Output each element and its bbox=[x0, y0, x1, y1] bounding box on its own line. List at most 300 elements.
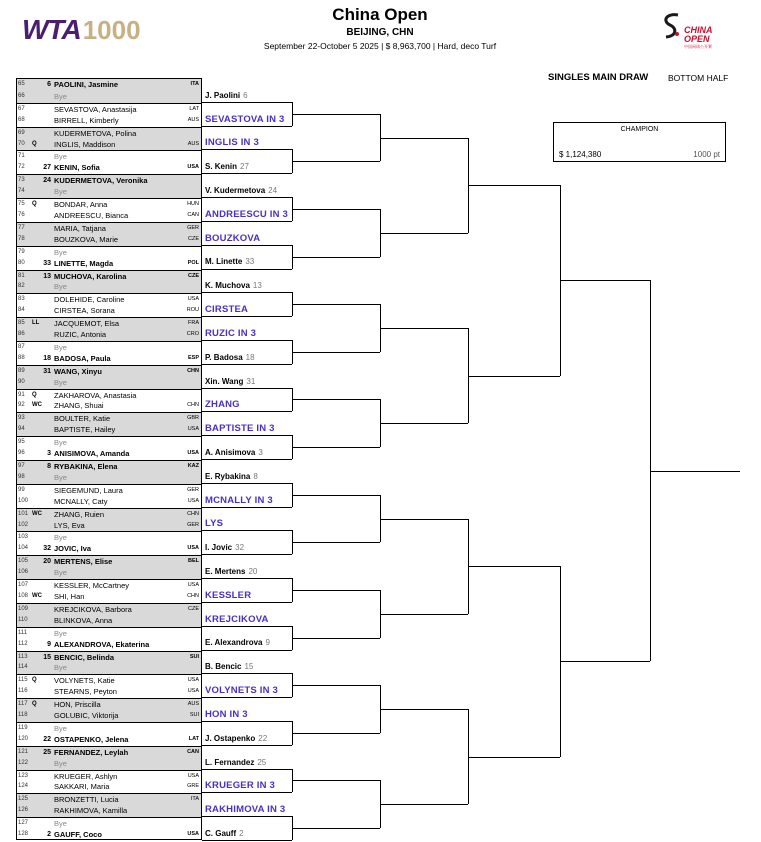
player-name: BENCIC, Belinda bbox=[54, 652, 115, 662]
draw-line-number: 126 bbox=[18, 807, 29, 814]
bracket-line bbox=[292, 161, 380, 162]
nationality: GER bbox=[187, 521, 199, 528]
seed-number: 20 bbox=[43, 558, 51, 566]
first-round-draw bbox=[16, 78, 202, 840]
draw-line-number: 104 bbox=[18, 545, 29, 552]
round2-slot bbox=[202, 340, 292, 364]
round2-slot bbox=[202, 269, 292, 293]
draw-line-number: 81 bbox=[18, 272, 25, 279]
round2-slot bbox=[202, 149, 292, 173]
player-name: MCNALLY, Caty bbox=[54, 496, 108, 506]
entry-status: Q bbox=[32, 391, 37, 398]
draw-line bbox=[17, 734, 201, 746]
draw-line-number: 83 bbox=[18, 296, 25, 303]
round2-result bbox=[205, 518, 223, 529]
draw-line bbox=[17, 400, 201, 412]
round2-name: INGLIS IN 3 bbox=[205, 137, 259, 149]
draw-line bbox=[17, 472, 201, 484]
player-name: ZAKHAROVA, Anastasia bbox=[54, 390, 137, 400]
seed-number: 13 bbox=[43, 272, 51, 280]
bracket-line bbox=[650, 471, 740, 472]
player-name: KESSLER, McCartney bbox=[54, 581, 130, 591]
round2-slot bbox=[202, 602, 292, 626]
draw-line bbox=[17, 674, 201, 686]
draw-line bbox=[17, 258, 201, 270]
bracket-line bbox=[292, 257, 380, 258]
draw-line-number: 101 bbox=[18, 510, 29, 517]
bracket-line bbox=[292, 828, 380, 829]
round2-slot bbox=[202, 364, 292, 388]
bracket-line bbox=[380, 328, 468, 329]
round2-name: ZHANG bbox=[205, 399, 240, 411]
round2-name: KESSLER bbox=[205, 589, 252, 601]
draw-line bbox=[17, 210, 201, 222]
draw-line bbox=[17, 139, 201, 151]
round2-player bbox=[205, 377, 255, 386]
draw-line bbox=[17, 341, 201, 353]
player-name: Bye bbox=[54, 568, 67, 578]
nationality: GER bbox=[187, 224, 199, 231]
player-name: Bye bbox=[54, 342, 67, 352]
player-name: Bye bbox=[54, 282, 67, 292]
seed-number: 6 bbox=[47, 81, 51, 88]
nationality: ROU bbox=[186, 307, 199, 314]
draw-line bbox=[17, 639, 201, 651]
draw-line-number: 95 bbox=[18, 439, 25, 446]
draw-line-number: 122 bbox=[18, 759, 29, 766]
draw-line bbox=[17, 353, 201, 365]
draw-line bbox=[17, 162, 201, 174]
entry-status: Q bbox=[32, 140, 37, 147]
nationality: FRA bbox=[188, 320, 199, 327]
player-name: SIEGEMUND, Laura bbox=[54, 485, 123, 495]
draw-line bbox=[17, 317, 201, 329]
round2-player bbox=[205, 448, 263, 457]
draw-line-number: 121 bbox=[18, 748, 29, 755]
round2-slot bbox=[202, 530, 292, 554]
round2-slot bbox=[202, 792, 292, 816]
round2-seed: 2 bbox=[239, 828, 244, 838]
bracket-line bbox=[380, 138, 468, 139]
draw-line bbox=[17, 543, 201, 555]
round2-name: RAKHIMOVA IN 3 bbox=[205, 804, 286, 816]
round2-result bbox=[205, 614, 269, 625]
draw-line-number: 76 bbox=[18, 211, 25, 218]
draw-line-number: 98 bbox=[18, 473, 25, 480]
round2-name: HON IN 3 bbox=[205, 708, 248, 720]
round2-seed: 6 bbox=[243, 90, 248, 100]
round2-slot bbox=[202, 578, 292, 602]
draw-line bbox=[17, 270, 201, 282]
round2-seed: 13 bbox=[252, 281, 262, 291]
player-name: BAPTISTE, Hailey bbox=[54, 425, 116, 435]
draw-line-number: 87 bbox=[18, 343, 25, 350]
player-name: RYBAKINA, Elena bbox=[54, 462, 118, 471]
seed-number: 8 bbox=[47, 463, 51, 470]
round2-slot bbox=[202, 78, 292, 102]
china-open-logo-line2: OPEN bbox=[684, 34, 710, 44]
round2-player bbox=[205, 638, 270, 647]
draw-line-number: 103 bbox=[18, 534, 29, 541]
draw-line-number: 79 bbox=[18, 248, 25, 255]
bracket-line bbox=[560, 280, 650, 281]
round2-seed: 3 bbox=[258, 447, 263, 457]
bracket-line bbox=[292, 352, 380, 353]
draw-line bbox=[17, 555, 201, 567]
round2-seed: 9 bbox=[265, 638, 270, 648]
round2-seed: 15 bbox=[244, 662, 254, 672]
player-name: SAKKARI, Maria bbox=[54, 782, 110, 792]
round2-name: S. Kenin bbox=[205, 162, 238, 172]
bracket-line bbox=[292, 780, 380, 781]
draw-line-number: 117 bbox=[18, 701, 28, 708]
player-name: Bye bbox=[54, 377, 67, 387]
round2-slot bbox=[202, 554, 292, 578]
round2-result bbox=[205, 114, 285, 125]
player-name: MARIA, Tatjana bbox=[54, 223, 106, 233]
draw-line bbox=[17, 531, 201, 543]
nationality: AUS bbox=[187, 140, 199, 147]
bracket-line bbox=[560, 661, 650, 662]
draw-line bbox=[17, 781, 201, 793]
round2-slot bbox=[202, 316, 292, 340]
player-name: KENIN, Sofia bbox=[54, 163, 100, 173]
draw-line-number: 68 bbox=[18, 116, 25, 123]
draw-line-number: 96 bbox=[18, 450, 25, 457]
round2-player bbox=[205, 353, 255, 362]
bracket-line bbox=[380, 423, 468, 424]
player-name: Bye bbox=[54, 758, 67, 768]
draw-line bbox=[17, 281, 201, 293]
nationality: GER bbox=[187, 486, 199, 493]
nationality: USA bbox=[187, 296, 199, 303]
round2-result bbox=[205, 328, 256, 339]
nationality: ITA bbox=[190, 81, 199, 87]
round2-result bbox=[205, 137, 259, 148]
nationality: USA bbox=[187, 772, 199, 779]
draw-line-number: 86 bbox=[18, 331, 25, 338]
draw-line bbox=[17, 91, 201, 103]
nationality: KAZ bbox=[187, 463, 199, 469]
draw-line-number: 125 bbox=[18, 796, 29, 803]
draw-line-number: 105 bbox=[18, 558, 29, 565]
draw-line-number: 99 bbox=[18, 486, 25, 493]
draw-line bbox=[17, 508, 201, 520]
round2-slot bbox=[202, 411, 292, 435]
champion-points: 1000 pt bbox=[693, 150, 720, 159]
draw-line-number: 115 bbox=[18, 677, 28, 684]
player-name: Bye bbox=[54, 533, 67, 543]
player-name: KUDERMETOVA, Veronika bbox=[54, 176, 148, 186]
round2-name: B. Bencic bbox=[205, 662, 242, 672]
china-open-logo bbox=[660, 12, 720, 48]
player-name: BADOSA, Paula bbox=[54, 353, 111, 363]
round2-seed: 25 bbox=[257, 757, 267, 767]
player-name: BOUZKOVA, Marie bbox=[54, 234, 119, 244]
draw-line bbox=[17, 615, 201, 627]
draw-line bbox=[17, 174, 201, 186]
round2-player bbox=[205, 567, 257, 576]
draw-line-number: 89 bbox=[18, 367, 25, 374]
round2-result bbox=[205, 495, 273, 506]
round2-seed: 22 bbox=[258, 733, 268, 743]
round2-name: ANDREESCU IN 3 bbox=[205, 208, 289, 220]
player-name: BIRRELL, Kimberly bbox=[54, 115, 119, 125]
round2-slot bbox=[202, 292, 292, 316]
round2-slot bbox=[202, 626, 292, 650]
player-name: JOVIC, Iva bbox=[54, 544, 92, 554]
player-name: DOLEHIDE, Caroline bbox=[54, 295, 125, 305]
round2-slot bbox=[202, 221, 292, 245]
draw-line-number: 92 bbox=[18, 402, 25, 409]
round2-name: SEVASTOVA IN 3 bbox=[205, 113, 285, 125]
round2-result bbox=[205, 233, 260, 244]
round2-slot bbox=[202, 173, 292, 197]
entry-status: WC bbox=[32, 592, 42, 599]
draw-line-number: 97 bbox=[18, 463, 25, 469]
round2-name: E. Rybakina bbox=[205, 471, 251, 481]
draw-line bbox=[17, 246, 201, 258]
seed-number: 24 bbox=[43, 177, 51, 185]
player-name: GOLUBIC, Viktorija bbox=[54, 711, 119, 721]
draw-line bbox=[17, 698, 201, 710]
nationality: CHN bbox=[187, 367, 199, 374]
round2-slot bbox=[202, 745, 292, 769]
round2-result bbox=[205, 780, 275, 791]
round2-name: P. Badosa bbox=[205, 352, 243, 362]
round2-name: E. Mertens bbox=[205, 567, 246, 577]
draw-line bbox=[17, 627, 201, 639]
player-name: Bye bbox=[54, 628, 67, 638]
seed-number: 32 bbox=[43, 545, 51, 553]
round2-name: LYS bbox=[205, 518, 224, 530]
draw-line-number: 93 bbox=[18, 415, 25, 422]
round2-result bbox=[205, 804, 285, 815]
draw-line-number: 127 bbox=[18, 820, 29, 827]
round2-slot bbox=[202, 126, 292, 150]
draw-line-number: 109 bbox=[18, 605, 29, 612]
round2-player bbox=[205, 162, 249, 171]
player-name: MERTENS, Elise bbox=[54, 557, 113, 567]
bracket-line bbox=[468, 566, 560, 567]
nationality: CZE bbox=[188, 605, 199, 612]
draw-line bbox=[17, 448, 201, 460]
round2-slot bbox=[202, 721, 292, 745]
player-name: Bye bbox=[54, 91, 67, 101]
draw-line bbox=[17, 79, 201, 91]
draw-line-number: 111 bbox=[18, 629, 28, 636]
draw-line-number: 112 bbox=[18, 640, 28, 647]
bracket-line bbox=[468, 185, 560, 186]
bracket-line bbox=[292, 399, 380, 400]
player-name: MUCHOVA, Karolina bbox=[54, 271, 127, 281]
player-name: LYS, Eva bbox=[54, 520, 85, 530]
nationality: BEL bbox=[188, 558, 199, 565]
draw-line bbox=[17, 710, 201, 722]
draw-line-number: 94 bbox=[18, 426, 25, 433]
round2-slot bbox=[202, 459, 292, 483]
player-name: CIRSTEA, Sorana bbox=[54, 306, 115, 316]
nationality: HUN bbox=[187, 201, 199, 208]
bracket-line bbox=[380, 519, 468, 520]
round2-name: KRUEGER IN 3 bbox=[205, 780, 275, 792]
round2-name: BOUZKOVA bbox=[205, 232, 261, 244]
nationality: POL bbox=[187, 259, 199, 266]
player-name: KUDERMETOVA, Polina bbox=[54, 128, 137, 138]
nationality: CHN bbox=[187, 592, 199, 599]
round2-seed: 18 bbox=[245, 352, 255, 362]
nationality: CRO bbox=[186, 331, 199, 338]
draw-line bbox=[17, 746, 201, 758]
nationality: SUI bbox=[189, 653, 199, 660]
draw-line bbox=[17, 829, 201, 841]
round2-name: K. Muchova bbox=[205, 281, 250, 291]
bracket-line bbox=[292, 685, 380, 686]
nationality: CZE bbox=[188, 235, 199, 242]
player-name: LINETTE, Magda bbox=[54, 258, 114, 268]
draw-line-number: 75 bbox=[18, 201, 25, 208]
draw-line-number: 74 bbox=[18, 188, 25, 195]
nationality: CHN bbox=[187, 402, 199, 409]
draw-line bbox=[17, 186, 201, 198]
round2-name: A. Anisimova bbox=[205, 447, 256, 457]
nationality: CAN bbox=[187, 748, 199, 755]
draw-line bbox=[17, 305, 201, 317]
round2-seed: 31 bbox=[246, 376, 256, 386]
bracket-line bbox=[292, 304, 380, 305]
draw-line-number: 66 bbox=[18, 92, 25, 99]
draw-line-number: 67 bbox=[18, 105, 25, 112]
player-name: HON, Priscilla bbox=[54, 700, 101, 710]
bracket-line bbox=[292, 495, 380, 496]
round2-player bbox=[205, 829, 244, 838]
draw-line bbox=[17, 567, 201, 579]
round2-slot bbox=[202, 507, 292, 531]
round2-player bbox=[205, 281, 262, 290]
player-name: KREJCIKOVA, Barbora bbox=[54, 604, 132, 614]
round2-slot bbox=[202, 245, 292, 269]
draw-line bbox=[17, 329, 201, 341]
bracket-line bbox=[292, 447, 380, 448]
round2-slot bbox=[202, 197, 292, 221]
entry-status: Q bbox=[32, 201, 37, 208]
china-open-swoosh-icon bbox=[660, 12, 684, 40]
player-name: JACQUEMOT, Elsa bbox=[54, 319, 120, 329]
player-name: SHI, Han bbox=[54, 591, 85, 601]
round2-slot bbox=[202, 769, 292, 793]
nationality: LAT bbox=[188, 735, 199, 742]
nationality: CAN bbox=[187, 211, 199, 218]
player-name: Bye bbox=[54, 247, 67, 257]
bracket-line bbox=[468, 757, 560, 758]
round2-seed: 20 bbox=[248, 567, 258, 577]
player-name: RAKHIMOVA, Kamilla bbox=[54, 806, 128, 816]
draw-line bbox=[17, 484, 201, 496]
player-name: BRONZETTI, Lucia bbox=[54, 795, 119, 805]
seed-number: 9 bbox=[47, 640, 51, 648]
player-name: ALEXANDROVA, Ekaterina bbox=[54, 639, 150, 649]
draw-line-number: 110 bbox=[18, 616, 28, 623]
draw-line-number: 90 bbox=[18, 378, 25, 385]
nationality: USA bbox=[187, 164, 199, 171]
round2-slot bbox=[202, 483, 292, 507]
bracket-line bbox=[292, 638, 380, 639]
draw-line bbox=[17, 591, 201, 603]
player-name: OSTAPENKO, Jelena bbox=[54, 734, 129, 744]
china-open-logo-line1: CHINA bbox=[684, 25, 713, 35]
draw-line bbox=[17, 127, 201, 139]
draw-line-number: 118 bbox=[18, 712, 28, 719]
round2-result bbox=[205, 590, 251, 601]
draw-line bbox=[17, 496, 201, 508]
bracket-line bbox=[380, 804, 468, 805]
round2-seed: 8 bbox=[253, 471, 258, 481]
player-name: BLINKOVA, Anna bbox=[54, 615, 113, 625]
nationality: SUI bbox=[189, 712, 199, 719]
round2-name: J. Ostapenko bbox=[205, 733, 256, 743]
tournament-title: China Open bbox=[332, 5, 428, 24]
round2-seed: 32 bbox=[235, 543, 245, 553]
draw-line bbox=[17, 103, 201, 115]
round2-name: V. Kudermetova bbox=[205, 186, 266, 196]
player-name: STEARNS, Peyton bbox=[54, 687, 117, 697]
bracket-line bbox=[380, 233, 468, 234]
draw-line-number: 69 bbox=[18, 129, 25, 136]
round2-name: MCNALLY IN 3 bbox=[205, 494, 273, 506]
draw-line-number: 124 bbox=[18, 783, 29, 790]
draw-line bbox=[17, 412, 201, 424]
draw-line bbox=[17, 436, 201, 448]
player-name: Bye bbox=[54, 819, 67, 829]
draw-line bbox=[17, 770, 201, 782]
draw-line-number: 120 bbox=[18, 735, 29, 742]
draw-line-number: 88 bbox=[18, 354, 25, 361]
draw-line-number: 80 bbox=[18, 259, 25, 266]
nationality: USA bbox=[187, 831, 199, 838]
draw-line bbox=[17, 520, 201, 532]
draw-line bbox=[17, 115, 201, 127]
bracket-line bbox=[292, 733, 380, 734]
entry-status: Q bbox=[32, 701, 37, 708]
draw-line-number: 71 bbox=[18, 153, 25, 160]
nationality: ITA bbox=[190, 796, 199, 803]
champion-label: CHAMPION bbox=[620, 126, 659, 133]
tournament-info: September 22-October 5 2025 | $ 8,963,700 | Hard, deco Turf bbox=[263, 41, 497, 51]
round2-result bbox=[205, 304, 248, 315]
round2-slot bbox=[202, 102, 292, 126]
draw-line-number: 73 bbox=[18, 177, 25, 184]
entry-status: WC bbox=[32, 402, 42, 409]
player-name: ZHANG, Shuai bbox=[54, 401, 104, 411]
player-name: RUZIC, Antonia bbox=[54, 330, 107, 340]
nationality: USA bbox=[187, 582, 199, 589]
draw-line-number: 65 bbox=[18, 81, 25, 87]
nationality: CHN bbox=[187, 510, 199, 517]
bracket-line bbox=[292, 209, 380, 210]
round2-player bbox=[205, 758, 266, 767]
draw-line-number: 77 bbox=[18, 224, 25, 231]
bracket-line bbox=[380, 614, 468, 615]
bracket-line bbox=[202, 840, 292, 841]
entry-status: WC bbox=[32, 510, 42, 517]
player-name: Bye bbox=[54, 187, 67, 197]
draw-line bbox=[17, 234, 201, 246]
nationality: CZE bbox=[188, 272, 199, 279]
draw-line bbox=[17, 651, 201, 663]
nationality: USA bbox=[187, 545, 199, 552]
nationality: AUS bbox=[187, 116, 199, 123]
draw-line-number: 78 bbox=[18, 235, 25, 242]
